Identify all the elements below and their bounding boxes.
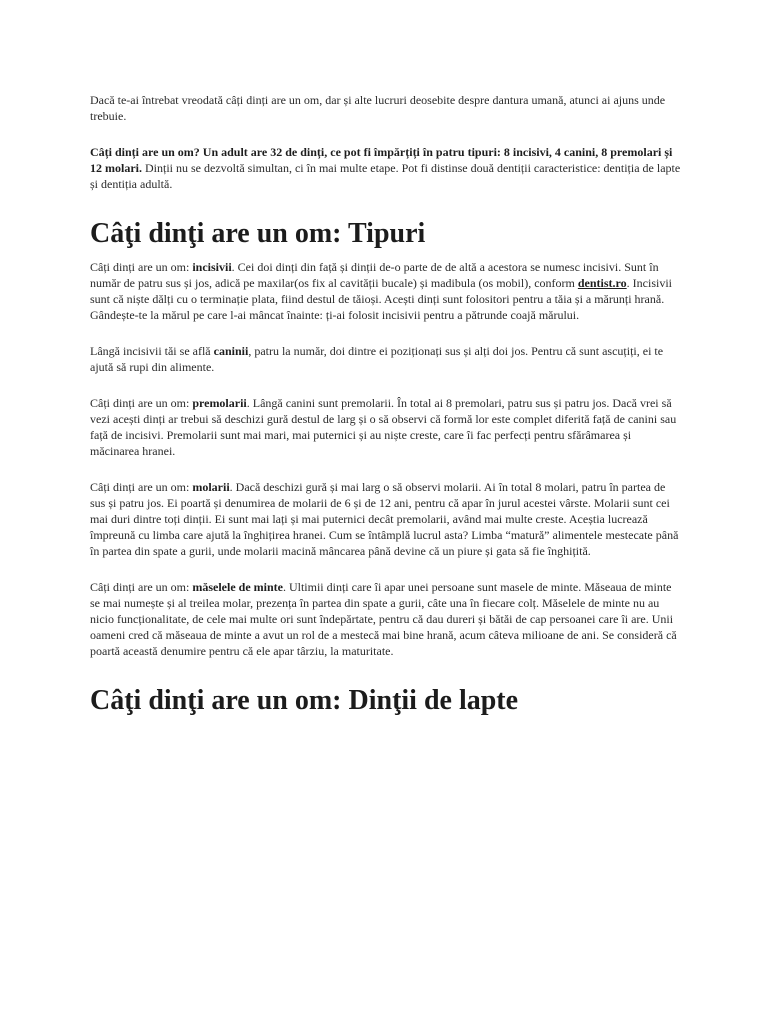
molars-paragraph xyxy=(90,479,682,559)
molars-lead: Câți dinți are un om: xyxy=(90,480,193,494)
wisdom-teeth-text: . Ultimii dinți care îi apar unei persoane sunt masele de minte. Măseaua de minte se mai numește și al treilea molar, prezența în partea din spate a gurii, câte una în fiecare colț. Măselele de minte nu au nicio funcționalitate, de cele mai multe ori sunt îndepărtate, pentru că dau dureri și bătăi de cap persoanei care îi are. Unii oameni cred că măseaua de minte a avut un rol de a mestecă mai bine hrană, acum câteva milioane de ani. Se consideră că poartă această denumire pentru că ele apar târziu, la maturitate. xyxy=(90,580,677,658)
wisdom-teeth-term: măselele de minte xyxy=(192,580,283,594)
canines-lead: Lângă incisivii tăi se află xyxy=(90,344,214,358)
article-body xyxy=(90,92,682,726)
molars-text: . Dacă deschizi gură și mai larg o să observi molarii. Ai în total 8 molari, patru în partea de sus și patru jos. Ei poartă și denumirea de molarii de 6 și de 12 ani, pentru că apar în jurul acestei vârste. Molarii sunt cei mai duri dintre toți dinții. Ei sunt mai lați și mai puternici decât premolarii, având mai multe creste. Aceștia lucrează împreună cu limba care ajută la înghițirea hranei. Cum se întâmplă lucrul asta? Limba “matură” alimentele mestecate până în partea din spate a gurii, unde molarii macină mâncarea până devine că un piure și gata să fie înghițită. xyxy=(90,480,679,558)
canines-paragraph xyxy=(90,343,682,375)
incisors-lead: Câți dinți are un om: xyxy=(90,260,193,274)
wisdom-teeth-paragraph xyxy=(90,579,682,659)
incisors-paragraph xyxy=(90,259,682,323)
intro-paragraph xyxy=(90,92,682,124)
summary-paragraph xyxy=(90,144,682,192)
heading-types: Câţi dinţi are un om: Tipuri xyxy=(90,218,426,249)
summary-bold-text: Câți dinți are un om? Un adult are 32 de dinți, ce pot fi împărțiți în patru tipuri: 8 incisivi, 4 canini, 8 premolari și 12 molari. xyxy=(90,145,673,175)
wisdom-teeth-lead: Câți dinți are un om: xyxy=(90,580,193,594)
canines-term: caninii xyxy=(213,344,249,358)
premolars-lead: Câți dinți are un om: xyxy=(90,396,193,410)
premolars-paragraph xyxy=(90,395,682,459)
molars-term: molarii xyxy=(192,480,230,494)
incisors-text-before-link: . Cei doi dinți din față și dinții de-o parte de de altă a acestora se numesc incisivi. Sunt în număr de patru sus și jos, adică pe maxilar(os fix al cavității bucale) și madibula (os mobil), conform xyxy=(90,260,659,290)
incisors-text-after-link: . Incisivii sunt că niște dălți cu o terminație plata, fiind destul de tăioși. Acești dinți sunt folositori pentru a tăia și a mărunți hrană. Gândește-te la mărul pe care l-ai mâncat înainte: ți-ai folosit incisivii pentru a pătrunde coajă mărului. xyxy=(90,276,672,322)
dentist-link[interactable]: dentist.ro xyxy=(577,276,627,290)
premolars-term: premolarii xyxy=(192,396,247,410)
summary-text: Dinții nu se dezvoltă simultan, ci în mai multe etape. Pot fi distinse două dentiții caracteristice: dentiția de lapte și dentiția adultă. xyxy=(90,161,681,191)
heading-milk-teeth: Câţi dinţi are un om: Dinţii de lapte xyxy=(90,685,519,716)
intro-text: Dacă te-ai întrebat vreodată câți dinți are un om, dar și alte lucruri deosebite despre dantura umană, atunci ai ajuns unde trebuie. xyxy=(90,93,666,123)
canines-text: , patru la număr, doi dintre ei poziționați sus și alți doi jos. Pentru că sunt ascuțiți, ei te ajută să rupi din alimente. xyxy=(90,344,664,374)
premolars-text: . Lângă canini sunt premolarii. În total ai 8 premolari, patru sus și patru jos. Dacă vrei să vezi acești dinți ar trebui să deschizi gură destul de larg și o să observi că formă lor este complet diferită față de canini sau față de incisivi. Premolarii sunt mai mari, mai puternici și au niște creste, care îi fac perfecți pentru sfărâmarea și măcinarea hranei. xyxy=(90,396,677,458)
incisors-term: incisivii xyxy=(192,260,232,274)
